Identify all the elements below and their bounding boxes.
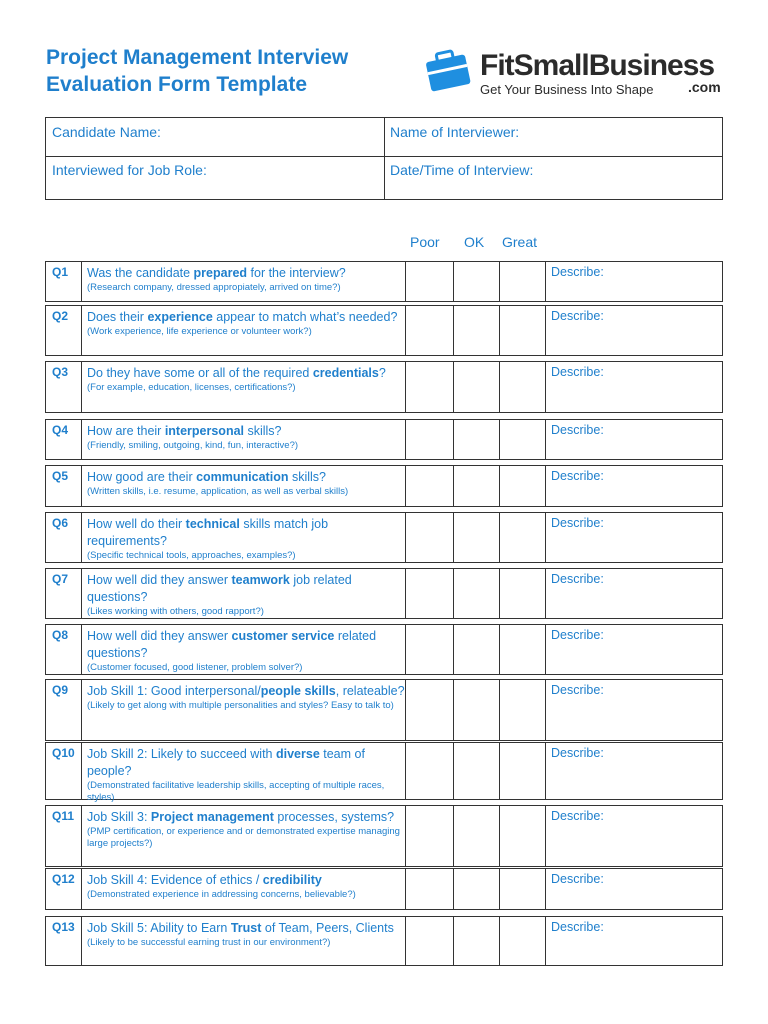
question-text <box>87 809 405 850</box>
title-line-1: Project Management Interview <box>46 46 349 69</box>
describe-field[interactable]: Describe: <box>551 516 604 530</box>
question-number: Q9 <box>46 680 82 740</box>
question-hint: (Specific technical tools, approaches, examples?) <box>87 550 296 561</box>
question-keyword: teamwork <box>231 573 290 587</box>
question-keyword: prepared <box>193 266 248 280</box>
column-divider <box>545 362 546 412</box>
question-row <box>45 679 723 741</box>
rating-box-poor[interactable] <box>405 743 453 799</box>
question-keyword: credibility <box>262 873 322 887</box>
rating-box-great[interactable] <box>499 466 545 506</box>
question-row <box>45 361 723 413</box>
question-keyword: credentials <box>312 366 379 380</box>
question-text-post: skills match job requirements? <box>87 517 329 548</box>
describe-field[interactable]: Describe: <box>551 628 604 642</box>
question-row <box>45 568 723 619</box>
question-text-post: skills? <box>288 470 326 484</box>
rating-box-great[interactable] <box>499 362 545 412</box>
question-text <box>87 365 405 394</box>
rating-box-ok[interactable] <box>453 806 499 866</box>
column-divider <box>545 262 546 301</box>
question-hint: (PMP certification, or experience and or demonstrated expertise managing large projects?) <box>87 826 400 849</box>
rating-header-ok: OK <box>464 234 485 250</box>
question-text-post: appear to match what’s needed? <box>212 310 398 324</box>
question-hint: (Customer focused, good listener, problem solver?) <box>87 662 303 673</box>
rating-box-poor[interactable] <box>405 306 453 355</box>
rating-box-great[interactable] <box>499 625 545 674</box>
column-divider <box>545 680 546 740</box>
question-number: Q2 <box>46 306 82 355</box>
rating-box-poor[interactable] <box>405 625 453 674</box>
rating-box-ok[interactable] <box>453 680 499 740</box>
question-text-post: team of people? <box>87 747 365 778</box>
rating-box-ok[interactable] <box>453 869 499 909</box>
question-text-pre: How well did they answer <box>87 629 232 643</box>
question-number: Q5 <box>46 466 82 506</box>
question-text-post: job related questions? <box>87 573 352 604</box>
briefcase-icon <box>420 44 476 96</box>
describe-field[interactable]: Describe: <box>551 872 604 886</box>
column-divider <box>545 420 546 459</box>
question-text <box>87 309 405 338</box>
rating-box-poor[interactable] <box>405 262 453 301</box>
question-text-pre: Job Skill 1: Good interpersonal/ <box>87 684 261 698</box>
rating-box-poor[interactable] <box>405 513 453 562</box>
describe-field[interactable]: Describe: <box>551 469 604 483</box>
column-divider <box>545 569 546 618</box>
question-number: Q3 <box>46 362 82 412</box>
question-text-post: for the interview? <box>247 266 346 280</box>
fitsmallbusiness-logo <box>420 44 730 100</box>
question-number: Q1 <box>46 262 82 301</box>
question-row <box>45 512 723 563</box>
question-keyword: diverse <box>275 747 320 761</box>
question-hint: (For example, education, licenses, certifications?) <box>87 382 296 393</box>
rating-box-great[interactable] <box>499 513 545 562</box>
question-hint: (Likely to be successful earning trust in our environment?) <box>87 937 331 948</box>
question-number: Q7 <box>46 569 82 618</box>
rating-box-ok[interactable] <box>453 513 499 562</box>
question-keyword: Trust <box>230 921 262 935</box>
question-text <box>87 683 405 712</box>
rating-box-poor[interactable] <box>405 420 453 459</box>
column-divider <box>545 743 546 799</box>
question-keyword: technical <box>185 517 240 531</box>
title-line-2: Evaluation Form Template <box>46 73 307 96</box>
candidate-info-table <box>45 117 723 200</box>
date-time-field[interactable]: Date/Time of Interview: <box>390 162 534 178</box>
rating-box-poor[interactable] <box>405 466 453 506</box>
rating-box-ok[interactable] <box>453 917 499 965</box>
rating-box-poor[interactable] <box>405 569 453 618</box>
question-text-pre: Job Skill 4: Evidence of ethics / <box>87 873 263 887</box>
describe-field[interactable]: Describe: <box>551 572 604 586</box>
question-number: Q12 <box>46 869 82 909</box>
column-divider <box>545 806 546 866</box>
logo-suffix: .com <box>688 79 721 95</box>
rating-box-great[interactable] <box>499 917 545 965</box>
job-role-field[interactable]: Interviewed for Job Role: <box>52 162 207 178</box>
question-text-post: skills? <box>244 424 282 438</box>
rating-box-great[interactable] <box>499 869 545 909</box>
rating-box-ok[interactable] <box>453 362 499 412</box>
question-text <box>87 628 405 674</box>
question-text <box>87 872 405 901</box>
question-row <box>45 805 723 867</box>
rating-box-ok[interactable] <box>453 262 499 301</box>
describe-field[interactable]: Describe: <box>551 746 604 760</box>
question-row <box>45 916 723 966</box>
rating-box-ok[interactable] <box>453 743 499 799</box>
question-row <box>45 261 723 302</box>
question-keyword: customer service <box>231 629 335 643</box>
rating-box-poor[interactable] <box>405 869 453 909</box>
question-row <box>45 742 723 803</box>
question-text-post: ? <box>378 366 386 380</box>
question-text <box>87 469 405 498</box>
rating-box-great[interactable] <box>499 680 545 740</box>
question-hint: (Demonstrated facilitative leadership skills, accepting of multiple races, styles) <box>87 780 385 803</box>
question-text-pre: Job Skill 3: <box>87 810 151 824</box>
question-row <box>45 868 723 910</box>
question-hint: (Demonstrated experience in addressing concerns, believable?) <box>87 889 356 900</box>
question-text-pre: Does their <box>87 310 148 324</box>
question-keyword: communication <box>196 470 289 484</box>
describe-field[interactable]: Describe: <box>551 265 604 279</box>
describe-field[interactable]: Describe: <box>551 683 604 697</box>
question-number: Q11 <box>46 806 82 866</box>
question-row <box>45 465 723 507</box>
question-text <box>87 746 405 804</box>
question-keyword: experience <box>147 310 213 324</box>
column-divider <box>545 513 546 562</box>
question-text-pre: How good are their <box>87 470 197 484</box>
logo-name: FitSmallBusiness <box>480 49 715 82</box>
question-keyword: people skills <box>260 684 336 698</box>
describe-field[interactable]: Describe: <box>551 809 604 823</box>
question-text <box>87 572 405 618</box>
question-text-post: processes, systems? <box>273 810 395 824</box>
question-row <box>45 419 723 460</box>
question-text <box>87 265 405 294</box>
describe-field[interactable]: Describe: <box>551 309 604 323</box>
describe-field[interactable]: Describe: <box>551 365 604 379</box>
column-divider <box>545 917 546 965</box>
page-title <box>46 44 416 98</box>
describe-field[interactable]: Describe: <box>551 423 604 437</box>
rating-box-poor[interactable] <box>405 362 453 412</box>
question-text <box>87 920 405 949</box>
column-divider <box>545 466 546 506</box>
candidate-name-field[interactable]: Candidate Name: <box>52 124 161 140</box>
question-keyword: Project management <box>150 810 274 824</box>
rating-box-great[interactable] <box>499 262 545 301</box>
rating-box-great[interactable] <box>499 806 545 866</box>
question-hint: (Written skills, i.e. resume, application, as well as verbal skills) <box>87 486 349 497</box>
question-keyword: interpersonal <box>164 424 244 438</box>
column-divider <box>545 306 546 355</box>
question-text-post: related questions? <box>87 629 377 660</box>
question-row <box>45 305 723 356</box>
rating-box-ok[interactable] <box>453 466 499 506</box>
question-text-pre: Was the candidate <box>87 266 194 280</box>
rating-box-poor[interactable] <box>405 917 453 965</box>
question-text-post: of Team, Peers, Clients <box>261 921 394 935</box>
column-divider <box>545 869 546 909</box>
question-text-pre: Job Skill 5: Ability to Earn <box>87 921 231 935</box>
question-hint: (Likely to get along with multiple personalities and styles? Easy to talk to) <box>87 700 394 711</box>
question-row <box>45 624 723 675</box>
question-text-pre: Do they have some or all of the required <box>87 366 313 380</box>
question-text-post: , relateable? <box>335 684 405 698</box>
question-number: Q6 <box>46 513 82 562</box>
question-hint: (Research company, dressed appropiately, arrived on time?) <box>87 282 341 293</box>
question-hint: (Work experience, life experience or volunteer work?) <box>87 326 312 337</box>
rating-box-great[interactable] <box>499 306 545 355</box>
column-divider <box>545 625 546 674</box>
question-number: Q13 <box>46 917 82 965</box>
question-number: Q10 <box>46 743 82 799</box>
question-text-pre: How well did they answer <box>87 573 232 587</box>
logo-tagline: Get Your Business Into Shape <box>480 82 654 97</box>
question-text-pre: Job Skill 2: Likely to succeed with <box>87 747 276 761</box>
question-text-pre: How are their <box>87 424 165 438</box>
question-text-pre: How well do their <box>87 517 186 531</box>
rating-box-great[interactable] <box>499 420 545 459</box>
rating-box-ok[interactable] <box>453 420 499 459</box>
rating-box-great[interactable] <box>499 569 545 618</box>
question-number: Q8 <box>46 625 82 674</box>
describe-field[interactable]: Describe: <box>551 920 604 934</box>
rating-box-poor[interactable] <box>405 806 453 866</box>
rating-box-ok[interactable] <box>453 569 499 618</box>
rating-box-poor[interactable] <box>405 680 453 740</box>
rating-header-great: Great <box>502 234 538 250</box>
interviewer-name-field[interactable]: Name of Interviewer: <box>390 124 520 140</box>
question-hint: (Likes working with others, good rapport?) <box>87 606 264 617</box>
question-number: Q4 <box>46 420 82 459</box>
rating-header-poor: Poor <box>410 234 440 250</box>
rating-box-great[interactable] <box>499 743 545 799</box>
rating-box-ok[interactable] <box>453 625 499 674</box>
question-text <box>87 516 405 562</box>
question-text <box>87 423 405 452</box>
question-hint: (Friendly, smiling, outgoing, kind, fun, interactive?) <box>87 440 299 451</box>
rating-box-ok[interactable] <box>453 306 499 355</box>
